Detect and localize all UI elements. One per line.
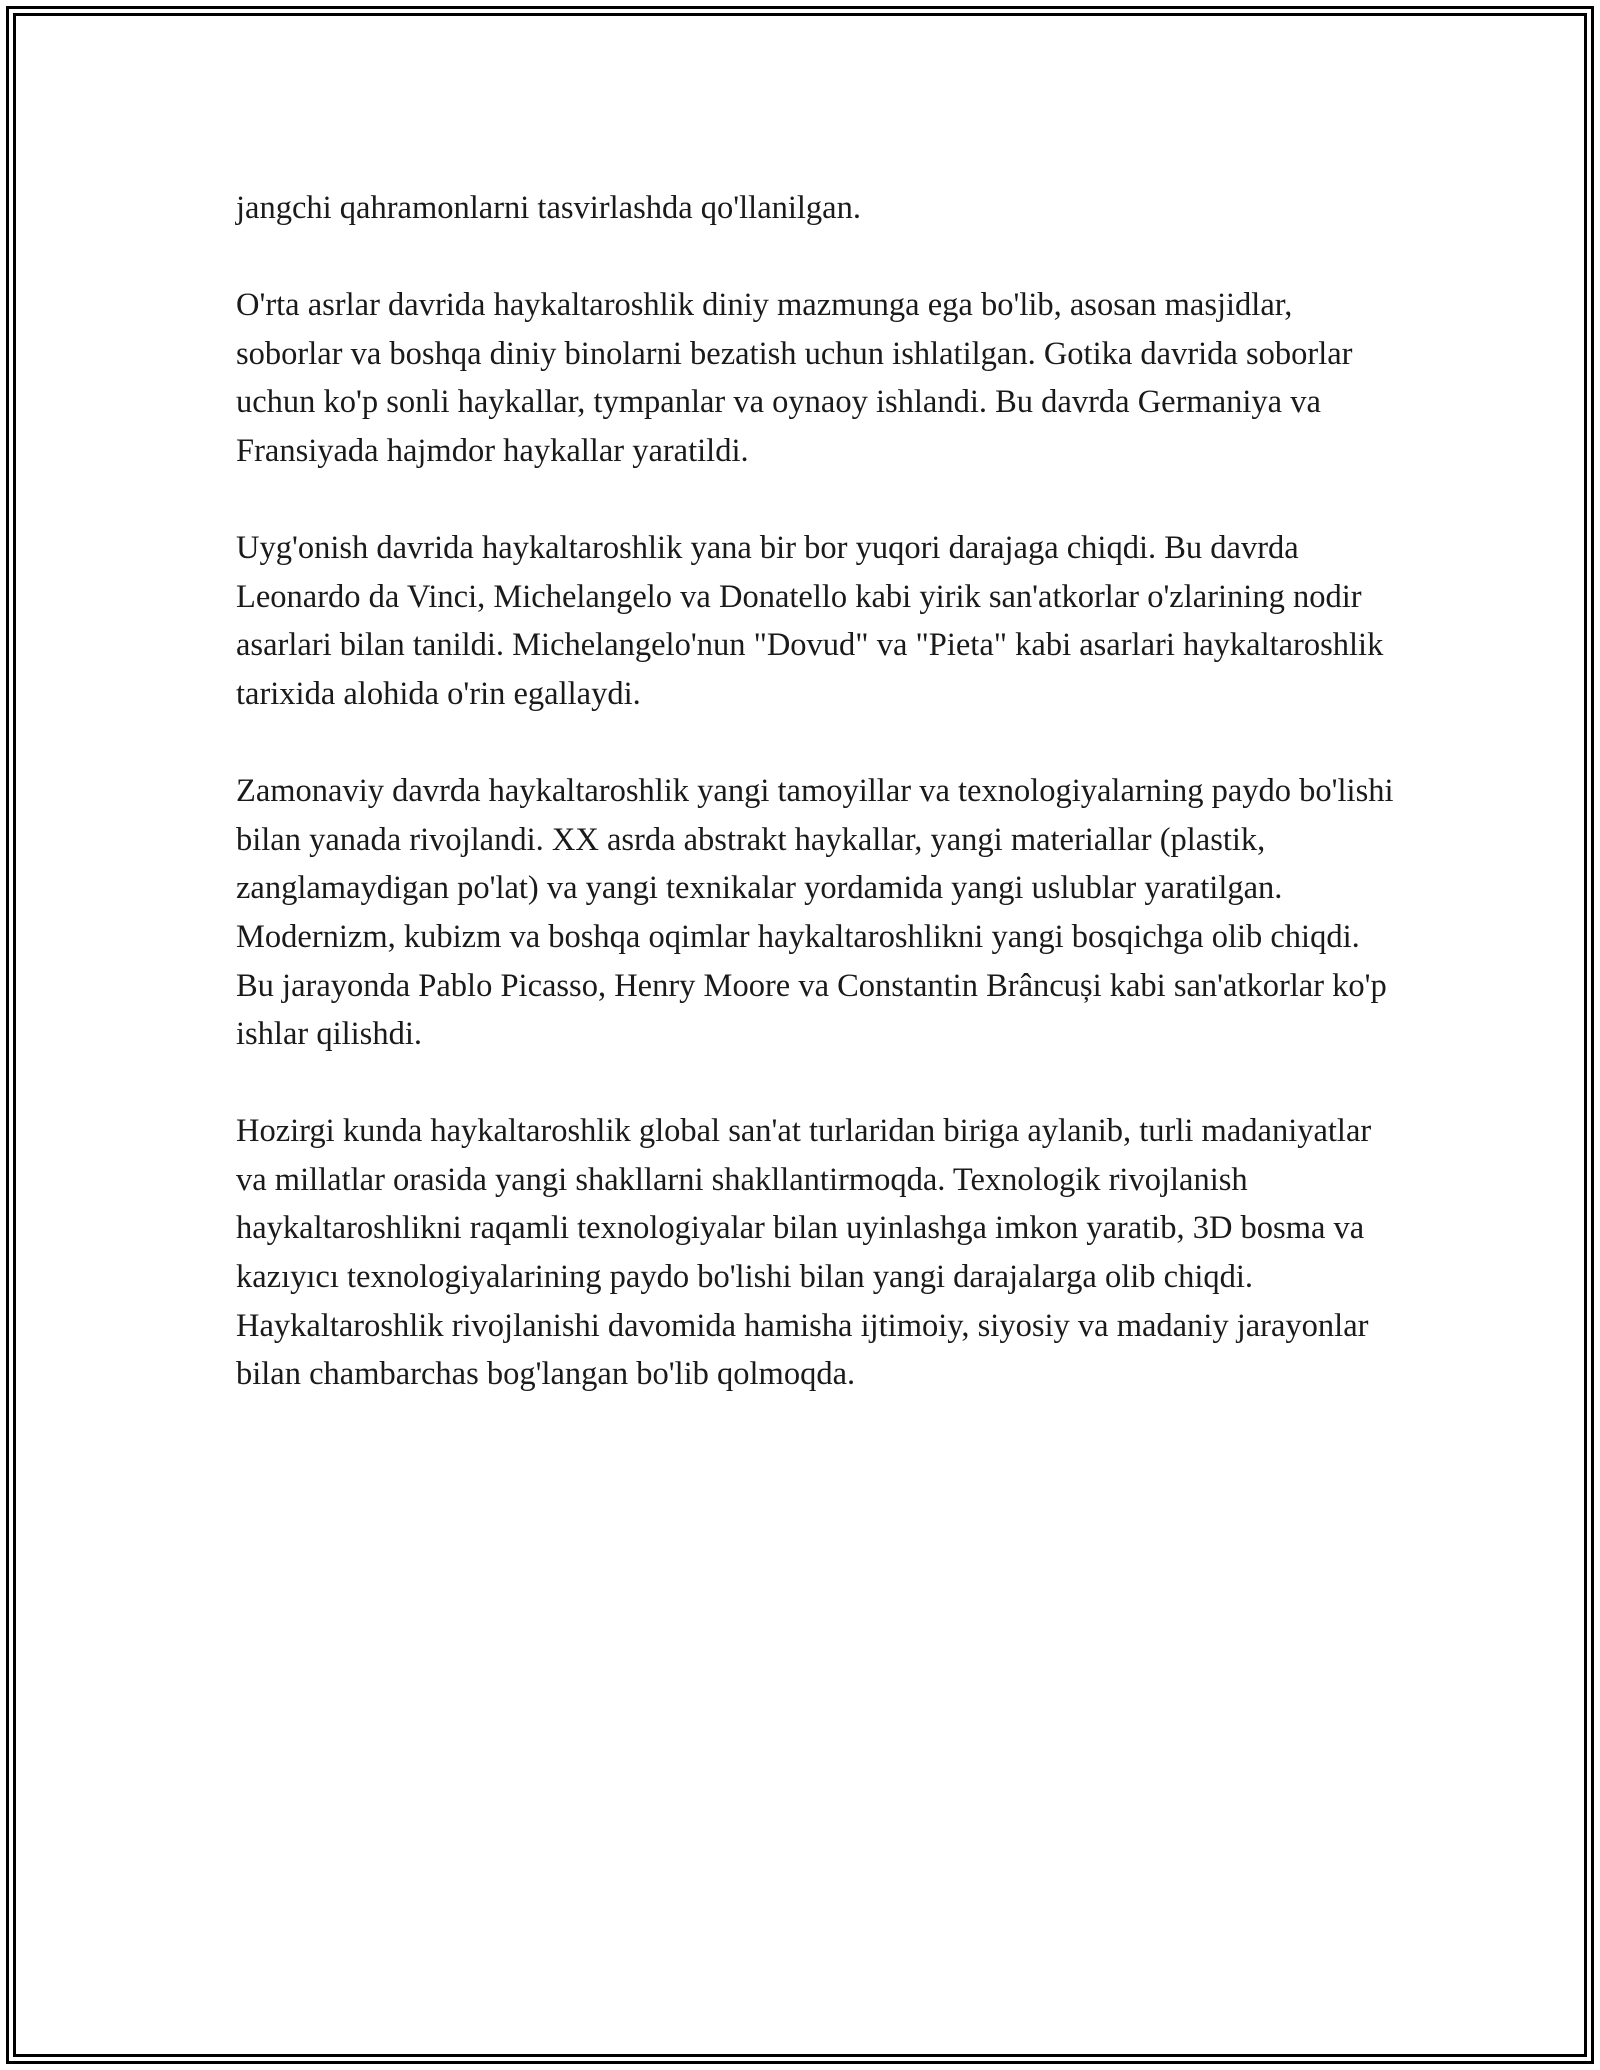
- paragraph: jangchi qahramonlarni tasvirlashda qo'llanilgan.: [236, 190, 861, 226]
- paragraph: Hozirgi kunda haykaltaroshlik global san'at turlaridan biriga aylanib, turli madaniyatlar va millatlar orasida yangi shakllarni shakllantirmoqda. Texnologik rivojlanish haykaltaroshlikni raqamli texnologiyalar bilan uyinlashga imkon yaratib, 3D bosma va kazıyıcı texnologiyalarining paydo bo'lishi bilan yangi darajalarga olib chiqdi. Haykaltaroshlik rivojlanishi davomida hamisha ijtimoiy, siyosiy va madaniy jarayonlar bilan chambarchas bog'langan bo'lib qolmoqda.: [236, 1113, 1372, 1393]
- paragraph: Zamonaviy davrda haykaltaroshlik yangi tamoyillar va texnologiyalarning paydo bo'lishi bilan yanada rivojlandi. XX asrda abstrakt haykallar, yangi materiallar (plastik, zanglamaydigan po'lat) va yangi texnikalar yordamida yangi uslublar yaratilgan. Modernizm, kubizm va boshqa oqimlar haykaltaroshlikni yangi bosqichga olib chiqdi. Bu jarayonda Pablo Picasso, Henry Moore va Constantin Brâncuși kabi san'atkorlar ko'p ishlar qilishdi.: [236, 773, 1394, 1053]
- paragraph: Uyg'onish davrida haykaltaroshlik yana bir bor yuqori darajaga chiqdi. Bu davrda Leonardo da Vinci, Michelangelo va Donatello kabi yirik san'atkorlar o'zlarining nodir asarlari bilan tanildi. Michelangelo'nun "Dovud" va "Pieta" kabi asarlari haykaltaroshlik tarixida alohida o'rin egallaydi.: [236, 530, 1384, 712]
- paragraph: O'rta asrlar davrida haykaltaroshlik diniy mazmunga ega bo'lib, asosan masjidlar, soborlar va boshqa diniy binolarni bezatish uchun ishlatilgan. Gotika davrida soborlar uchun ko'p sonli haykallar, tympanlar va oynaoy ishlandi. Bu davrda Germaniya va Fransiyada hajmdor haykallar yaratildi.: [236, 287, 1353, 469]
- document-body: [236, 184, 1396, 1399]
